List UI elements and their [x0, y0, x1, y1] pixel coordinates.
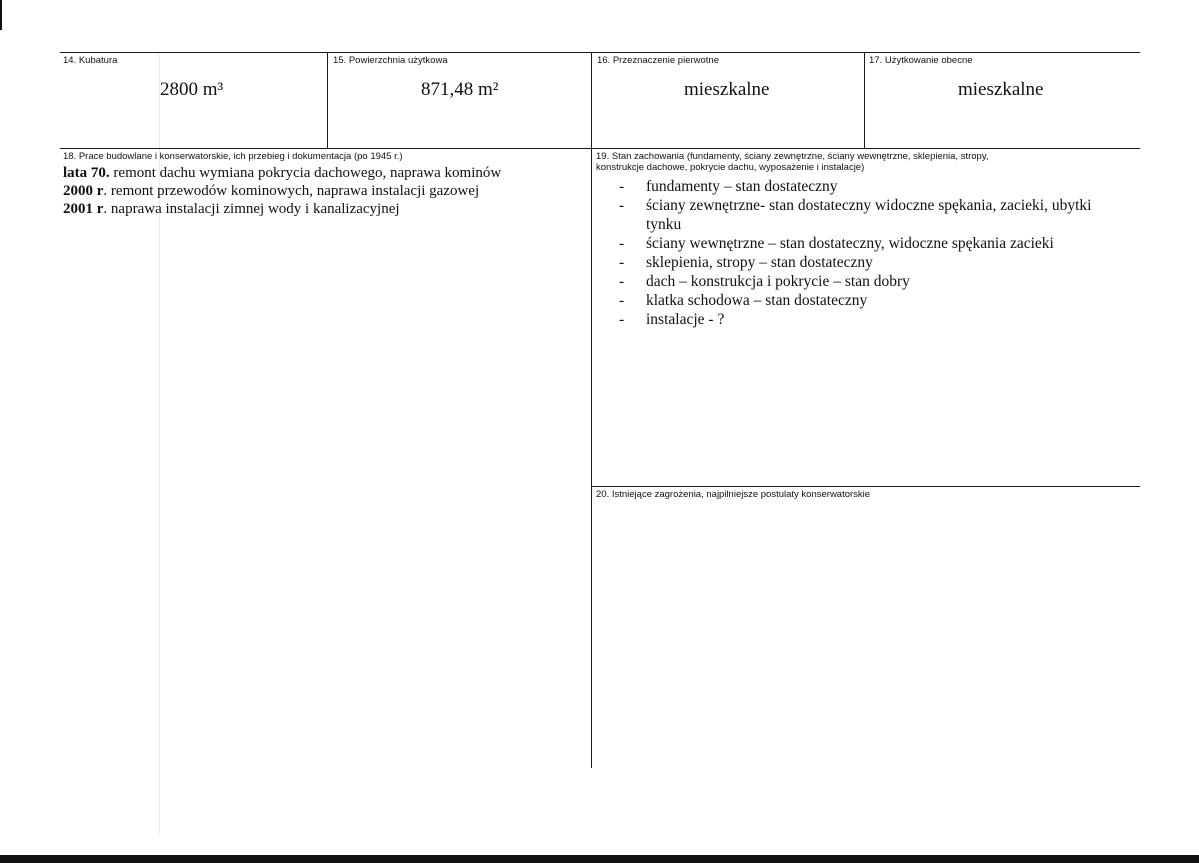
works-list — [63, 164, 501, 218]
condition-item — [617, 177, 1122, 196]
condition-text: ściany wewnętrzne – stan dostateczny, widoczne spękania zacieki — [646, 235, 1054, 252]
condition-text: instalacje - ? — [646, 311, 725, 328]
condition-item — [617, 310, 1122, 329]
dash-bullet: - — [619, 235, 625, 252]
condition-text: sklepienia, stropy – stan dostateczny — [646, 254, 873, 271]
condition-text: klatka schodowa – stan dostateczny — [646, 292, 868, 309]
dash-bullet: - — [619, 254, 625, 271]
field-value-przeznaczenie: mieszkalne — [684, 79, 770, 100]
condition-text: fundamenty – stan dostateczny — [646, 178, 838, 195]
divider-18-19 — [591, 148, 592, 768]
field-value-kubatura: 2800 m³ — [160, 79, 224, 100]
works-entry — [63, 164, 501, 182]
condition-text: dach – konstrukcja i pokrycie – stan dobry — [646, 273, 910, 290]
field-label-kubatura: 14. Kubatura — [63, 55, 118, 66]
dash-bullet: - — [619, 292, 625, 309]
section-label-stan-line2: konstrukcje dachowe, pokrycie dachu, wyposażenie i instalacje) — [596, 162, 865, 173]
works-year: 2000 r — [63, 183, 104, 199]
dash-bullet: - — [619, 178, 625, 195]
works-text: . naprawa instalacji zimnej wody i kanalizacyjnej — [103, 201, 400, 217]
works-entry — [63, 182, 501, 200]
divider-16-17 — [864, 52, 865, 148]
works-text: . remont przewodów kominowych, naprawa instalacji gazowej — [103, 183, 480, 199]
dash-bullet: - — [619, 311, 625, 328]
rule-middle — [60, 148, 1140, 149]
field-value-uzytkowanie: mieszkalne — [958, 79, 1044, 100]
scan-edge-bottom — [0, 855, 1199, 863]
divider-15-16 — [591, 52, 592, 148]
condition-item — [617, 253, 1122, 272]
condition-item — [617, 196, 1122, 234]
condition-item — [617, 291, 1122, 310]
rule-threats — [591, 486, 1140, 487]
rule-top — [60, 52, 1140, 53]
dash-bullet: - — [619, 273, 625, 290]
section-label-zagrozenia: 20. Istniejące zagrożenia, najpilniejsze postulaty konserwatorskie — [596, 489, 871, 500]
condition-text: ściany zewnętrzne- stan dostateczny widoczne spękania, zacieki, ubytki tynku — [646, 197, 1092, 233]
dash-bullet: - — [619, 197, 625, 214]
field-label-powierzchnia: 15. Powierzchnia użytkowa — [333, 55, 448, 66]
field-label-przeznaczenie: 16. Przeznaczenie pierwotne — [597, 55, 719, 66]
field-label-uzytkowanie: 17. Użytkowanie obecne — [869, 55, 973, 66]
condition-item — [617, 272, 1122, 291]
condition-list — [617, 177, 1122, 329]
section-label-prace: 18. Prace budowlane i konserwatorskie, ich przebieg i dokumentacja (po 1945 r.) — [63, 151, 403, 162]
works-year: lata 70. — [63, 165, 110, 181]
works-entry — [63, 200, 501, 218]
field-value-powierzchnia: 871,48 m² — [421, 79, 499, 100]
scan-edge-left — [0, 0, 2, 30]
works-text: remont dachu wymiana pokrycia dachowego, naprawa kominów — [109, 165, 502, 181]
condition-item — [617, 234, 1122, 253]
section-label-stan-line1: 19. Stan zachowania (fundamenty, ściany zewnętrzne, ściany wewnętrzne, sklepienia, stropy, — [596, 151, 989, 162]
divider-14-15 — [327, 52, 328, 148]
works-year: 2001 r — [63, 201, 104, 217]
